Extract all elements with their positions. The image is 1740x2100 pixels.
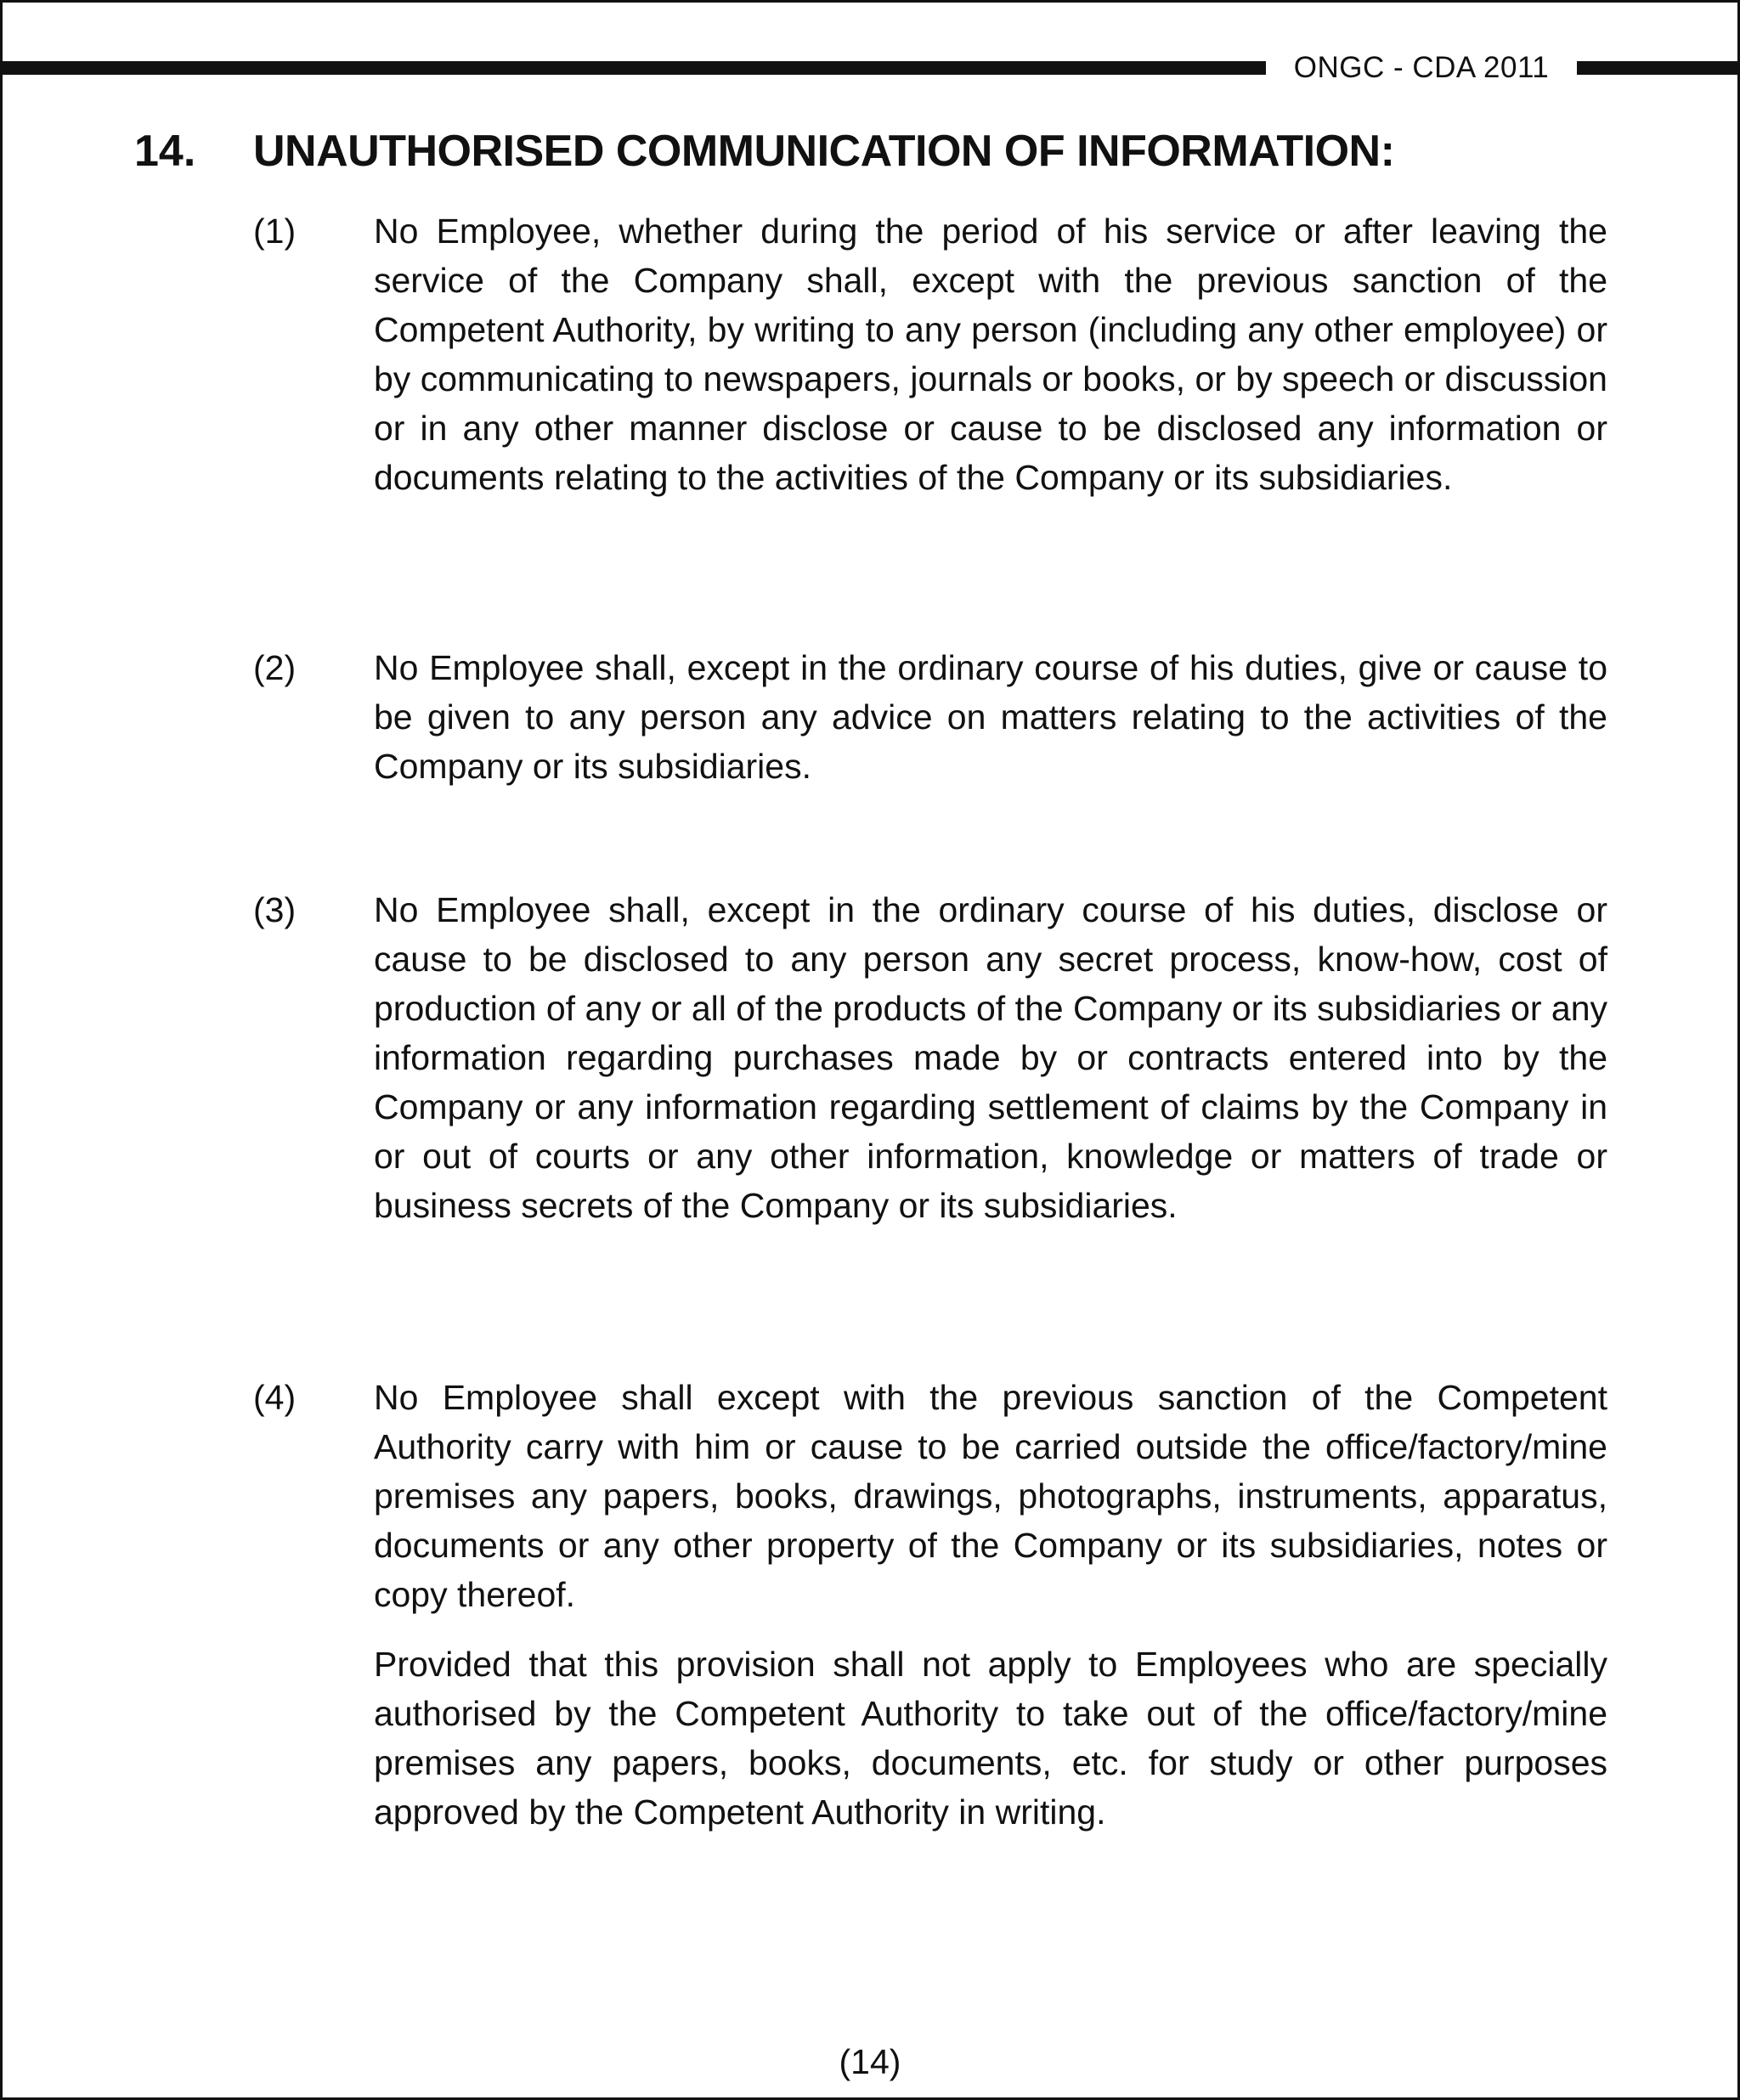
clause-1-number: (1) — [253, 212, 297, 251]
page-number: (14) — [839, 2042, 901, 2081]
section-title: UNAUTHORISED COMMUNICATION OF INFORMATION: — [253, 127, 1395, 176]
clause-2-text: No Employee shall, except in the ordinary course of his duties, give or cause to be given to any person any advice on matters relating to the activities of the Company or its subsidiaries. — [374, 648, 1607, 786]
clause-2-number: (2) — [253, 648, 297, 687]
running-head: ONGC - CDA 2011 — [1293, 51, 1550, 84]
header-rule-right — [1577, 61, 1740, 75]
clause-4-proviso: Provided that this provision shall not apply to Employees who are specially authorised by the Competent Authority to take out of the office/factory/mine premises any papers, books, documents, etc. for study or other purposes approved by the Competent Authority in writing. — [374, 1645, 1607, 1832]
clause-4-number: (4) — [253, 1378, 297, 1417]
clause-1-text: No Employee, whether during the period of his service or after leaving the service of the Company shall, except with the previous sanction of the Competent Authority, by writing to any person (including any other employee) or by communicating to newspapers, journals or books, or by speech or discussion or in any other manner disclose or cause to be disclosed any information or documents relating to the activities of the Company or its subsidiaries. — [374, 212, 1607, 497]
clause-3-number: (3) — [253, 890, 297, 929]
section-number: 14. — [134, 127, 196, 176]
header-rule-left — [0, 61, 1266, 75]
clause-4-text: No Employee shall except with the previous sanction of the Competent Authority carry with him or cause to be carried outside the office/factory/mine premises any papers, books, drawings, photographs, instruments, apparatus, documents or any other property of the Company or its subsidiaries, notes or copy thereof. — [374, 1378, 1607, 1614]
clause-3-text: No Employee shall, except in the ordinary course of his duties, disclose or cause to be disclosed to any person any secret process, know-how, cost of production of any or all of the products of the Company or its subsidiaries or any information regarding purchases made by or contracts entered into by the Company or any information regarding settlement of claims by the Company in or out of courts or any other information, knowledge or matters of trade or business secrets of the Company or its subsidiaries. — [374, 890, 1607, 1225]
